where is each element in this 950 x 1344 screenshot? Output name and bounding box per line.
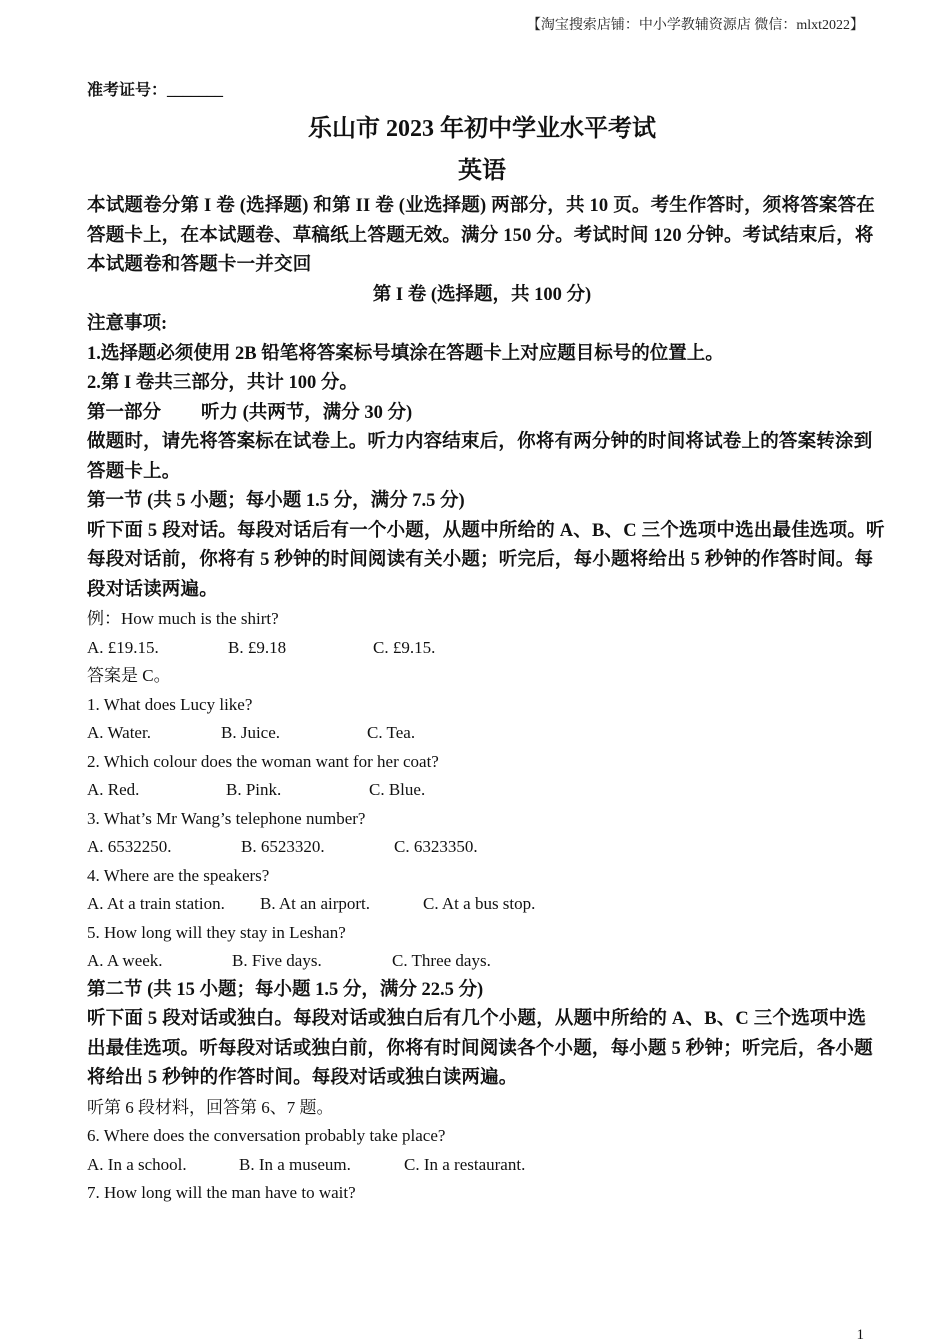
subject-title: 英语	[458, 158, 506, 184]
sub1-title: 第一节 (共 5 小题；每小题 1.5 分，满分 7.5 分)	[87, 491, 465, 511]
intro-paragraph: 本试题卷分第 I 卷 (选择题) 和第 II 卷 (业选择题) 两部分，共 10 页。考生作答时，须将答案答在答题卡上，在本试题卷、草稿纸上答题无效。满分 150 分。考试时间 120 分钟。考试结束后，将本试题卷和答题卡一并交回	[87, 196, 875, 275]
section1-heading	[87, 399, 877, 429]
part1-heading: 第 I 卷 (选择题，共 100 分)	[372, 284, 592, 305]
section1-instructions: 做题时，请先将答案标在试卷上。听力内容结束后，你将有两分钟的时间将试卷上的答案转涂到答题卡上。	[87, 432, 873, 482]
header-note: 【淘宝搜索店铺：中小学教辅资源店 微信：mlxt2022】	[526, 18, 864, 33]
note-2: 2.第 I 卷共三部分，共计 100 分。	[87, 373, 358, 393]
q2-option-a: A. Red.	[87, 780, 140, 799]
question-3: 3. What’s Mr Wang’s telephone number?	[87, 808, 366, 828]
note-1: 1.选择题必须使用 2B 铅笔将答案标号填涂在答题卡上对应题目标号的位置上。	[87, 343, 724, 364]
q2-option-c: C. Blue.	[369, 780, 426, 799]
q3-option-a: A. 6532250.	[87, 837, 172, 856]
question-6-options	[87, 1151, 877, 1180]
material-6-note: 听第 6 段材料，回答第 6、7 题。	[87, 1097, 334, 1117]
q6-option-a: A. In a school.	[87, 1154, 187, 1174]
exam-page	[87, 78, 885, 1208]
section1-title: 第一部分	[87, 402, 162, 423]
q6-option-b: B. In a museum.	[239, 1154, 351, 1174]
example-option-a: A. £19.15.	[87, 637, 159, 657]
question-4-options	[87, 890, 877, 919]
exam-number-label: 准考证号：_______	[87, 82, 224, 99]
q1-option-c: C. Tea.	[367, 723, 416, 742]
question-7: 7. How long will the man have to wait?	[87, 1183, 356, 1202]
question-6: 6. Where does the conversation probably take place?	[87, 1126, 446, 1145]
q4-option-a: A. At a train station.	[87, 894, 225, 913]
q3-option-b: B. 6523320.	[241, 837, 325, 856]
exam-title: 乐山市 2023 年初中学业水平考试	[308, 116, 656, 142]
example-question: 例：How much is the shirt?	[87, 609, 279, 628]
example-option-c: C. £9.15.	[373, 637, 436, 657]
question-1: 1. What does Lucy like?	[87, 694, 253, 714]
example-options	[87, 634, 877, 663]
question-3-options	[87, 833, 877, 862]
sub2-instructions: 听下面 5 段对话或独白。每段对话或独白后有几个小题，从题中所给的 A、B、C 三个选项中选出最佳选项。听每段对话或独白前，你将有时间阅读各个小题，每小题 5 秒钟；听完后，各小题将给出 5 秒钟的作答时间。每段对话或独白读两遍。	[87, 1009, 873, 1088]
example-option-b: B. £9.18	[228, 637, 287, 657]
question-1-options	[87, 719, 877, 748]
q4-option-b: B. At an airport.	[260, 894, 371, 913]
section1-name: 听力 (共两节，满分 30 分)	[201, 402, 413, 423]
q4-option-c: C. At a bus stop.	[423, 894, 536, 913]
q5-option-b: B. Five days.	[232, 951, 322, 970]
question-4: 4. Where are the speakers?	[87, 865, 270, 885]
question-5-options	[87, 947, 877, 976]
question-2: 2. Which colour does the woman want for her coat?	[87, 751, 439, 771]
q3-option-c: C. 6323350.	[394, 837, 478, 856]
sub1-instructions: 听下面 5 段对话。每段对话后有一个小题，从题中所给的 A、B、C 三个选项中选出最佳选项。听每段对话前，你将有 5 秒钟的时间阅读有关小题；听完后，每小题将给出 5 秒钟的作答时间。每段对话读两遍。	[87, 520, 885, 600]
q2-option-b: B. Pink.	[226, 780, 282, 799]
question-2-options	[87, 776, 877, 805]
page-number: 1	[856, 1327, 864, 1343]
notes-heading: 注意事项:	[87, 314, 168, 334]
q5-option-a: A. A week.	[87, 951, 163, 970]
q6-option-c: C. In a restaurant.	[404, 1154, 526, 1174]
question-5: 5. How long will they stay in Leshan?	[87, 922, 346, 942]
q1-option-b: B. Juice.	[221, 723, 281, 742]
sub2-title: 第二节 (共 15 小题；每小题 1.5 分，满分 22.5 分)	[87, 979, 484, 1000]
example-answer: 答案是 C。	[87, 666, 171, 685]
q5-option-c: C. Three days.	[392, 951, 491, 970]
q1-option-a: A. Water.	[87, 723, 151, 742]
